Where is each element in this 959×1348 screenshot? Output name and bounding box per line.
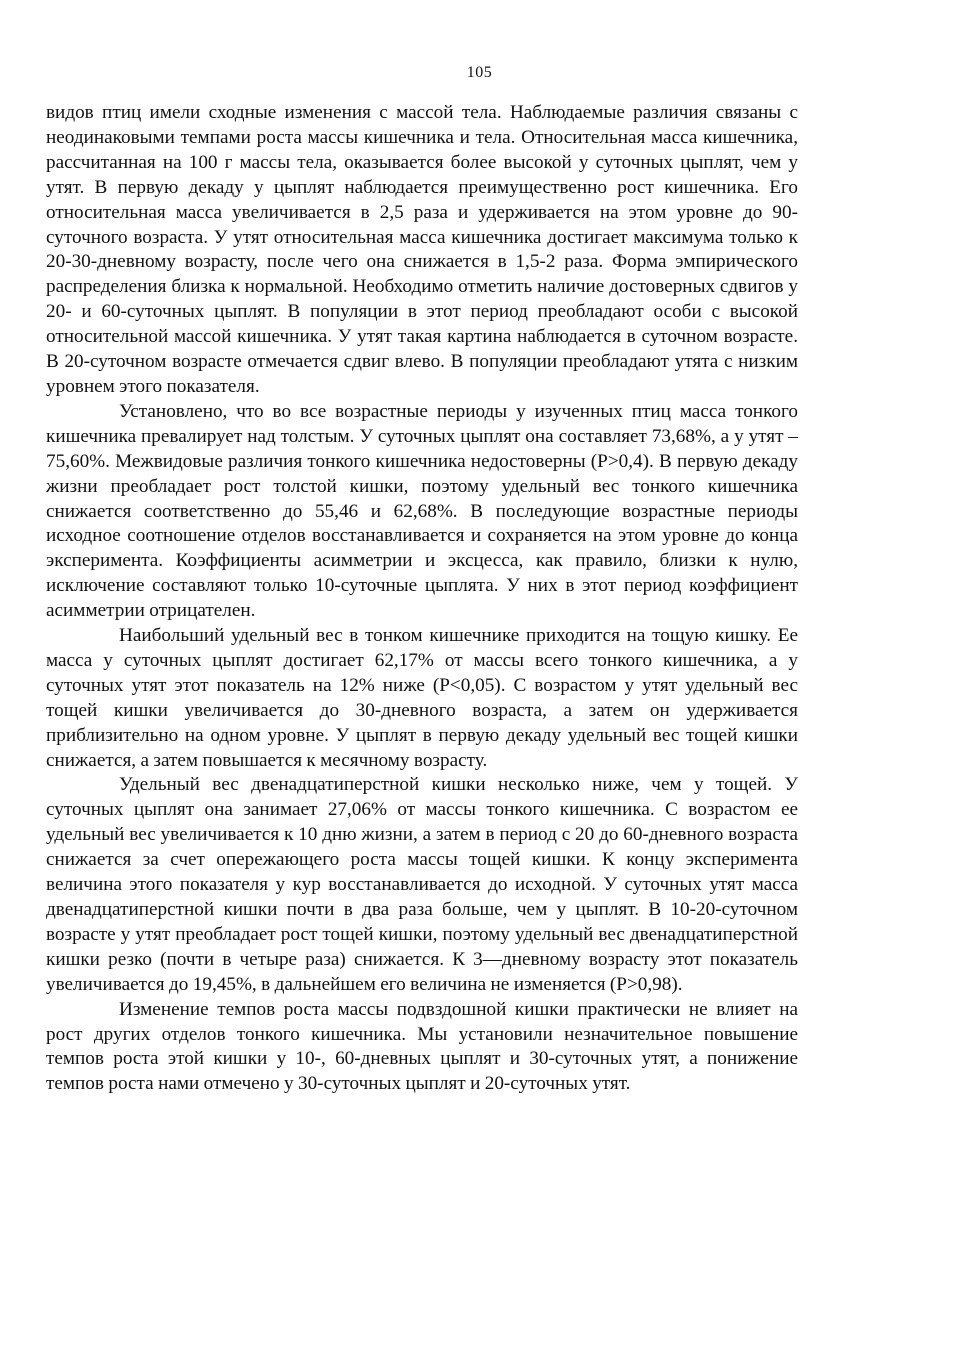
paragraph-1: видов птиц имели сходные изменения с массой тела. Наблюдаемые различия связаны с неодинаковыми темпами роста массы кишечника и тела. Относительная масса кишечника, рассчитанная на 100 г массы тела, оказывается более высокой у суточных цыплят, чем у утят. В первую декаду у цыплят наблюдается преимущественно рост кишечника. Его относительная масса увеличивается в 2,5 раза и удерживается на этом уровне до 90-суточного возраста. У утят относительная масса кишечника достигает максимума только к 20-30-дневному возрасту, после чего она снижается в 1,5-2 раза. Форма эмпирического распределения близка к нормальной. Необходимо отметить наличие достоверных сдвигов у 20- и 60-суточных цыплят. В популяции в этот период преобладают особи с высокой относительной массой кишечника. У утят такая картина наблюдается в суточном возрасте. В 20-суточном возрасте отмечается сдвиг влево. В популяции преобладают утята с низким уровнем этого показателя. bbox=[46, 102, 798, 397]
paragraph-4: Удельный вес двенадцатиперстной кишки несколько ниже, чем у тощей. У суточных цыплят она занимает 27,06% от массы тонкого кишечника. С возрастом ее удельный вес увеличивается к 10 дню жизни, а затем в период с 20 до 60-дневного возраста снижается за счет опережающего роста массы тощей кишки. К концу эксперимента величина этого показателя у кур восстанавливается до исходной. У суточных утят масса двенадцатиперстной кишки почти в два раза больше, чем у цыплят. В 10-20-суточном возрасте у утят преобладает рост тощей кишки, поэтому удельный вес двенадцатиперстной кишки резко (почти в четыре раза) снижается. К 3—дневному возрасту этот показатель увеличивается до 19,45%, в дальнейшем его величина не изменяется (Р>0,98). bbox=[46, 774, 798, 995]
page-number: 105 bbox=[466, 64, 493, 81]
paragraph-2: Установлено, что во все возрастные периоды у изученных птиц масса тонкого кишечника превалирует над толстым. У суточных цыплят она составляет 73,68%, а у утят –75,60%. Межвидовые различия тонкого кишечника недостоверны (Р>0,4). В первую декаду жизни преобладает рост толстой кишки, поэтому удельный вес тонкого кишечника снижается соответственно до 55,46 и 62,68%. В последующие возрастные периоды исходное соотношение отделов восстанавливается и сохраняется на этом уровне до конца эксперимента. Коэффициенты асимметрии и эксцесса, как правило, близки к нулю, исключение составляют только 10-суточные цыплята. У них в этот период коэффициент асимметрии отрицателен. bbox=[46, 400, 798, 622]
paragraph-5: Изменение темпов роста массы подвздошной кишки практически не влияет на рост других отделов тонкого кишечника. Мы установили незначительное повышение темпов роста этой кишки у 10-, 60-дневных цыплят и 30-суточных утят, а понижение темпов роста нами отмечено у 30-суточных цыплят и 20-суточных утят. bbox=[46, 998, 798, 1095]
paragraph-3: Наибольший удельный вес в тонком кишечнике приходится на тощую кишку. Ее масса у суточных цыплят достигает 62,17% от массы всего тонкого кишечника, а у суточных утят этот показатель на 12% ниже (Р<0,05). С возрастом у утят удельный вес тощей кишки увеличивается до 30-дневного возраста, а затем он удерживается приблизительно на одном уровне. У цыплят в первую декаду удельный вес тощей кишки снижается, а затем повышается к месячному возрасту. bbox=[46, 625, 798, 771]
body-text bbox=[46, 101, 798, 1097]
